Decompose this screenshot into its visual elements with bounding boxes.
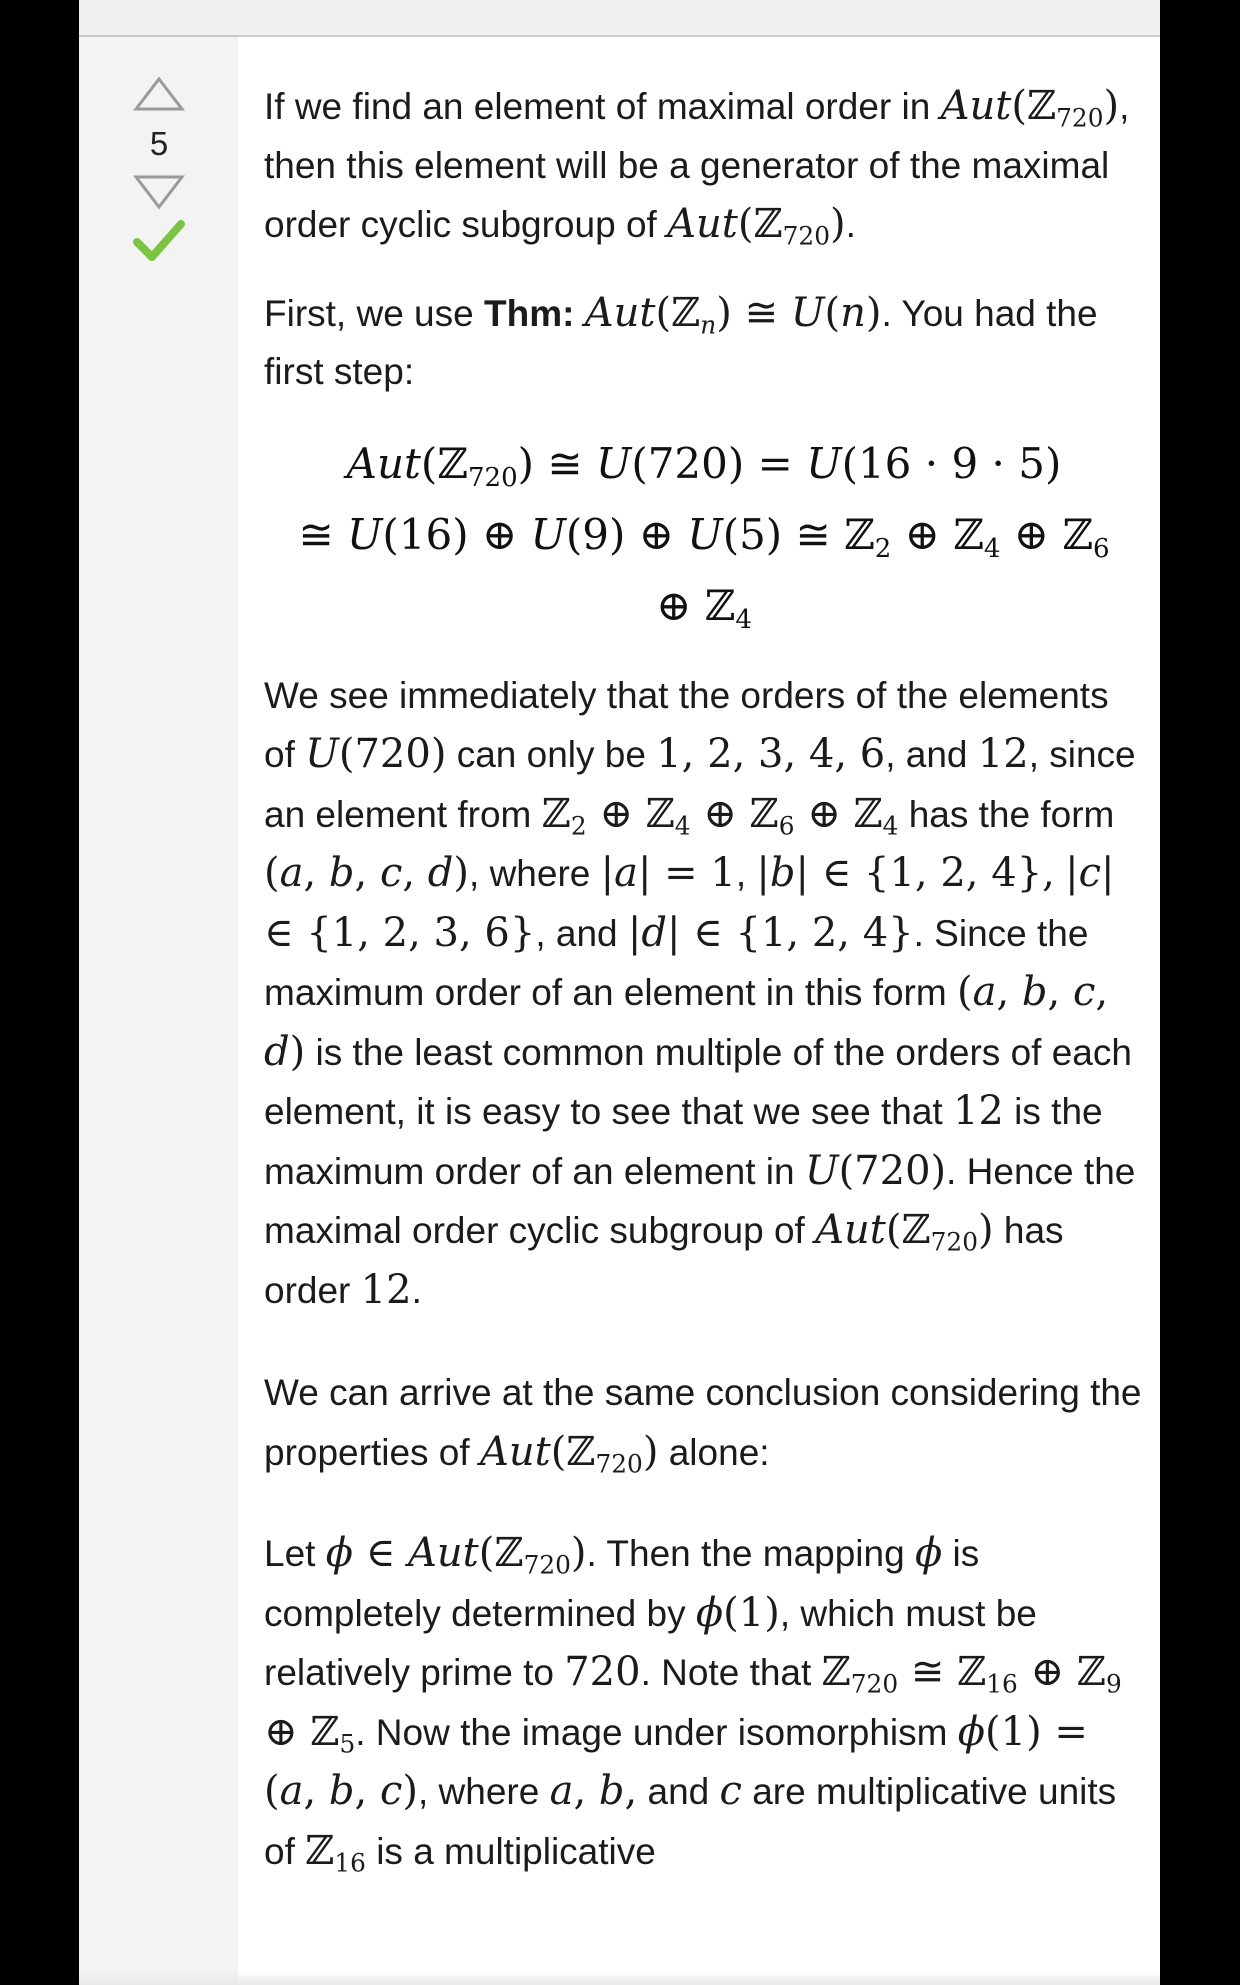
text-span: . — [845, 204, 856, 245]
text-span: . Then the mapping — [586, 1533, 905, 1574]
downvote-icon[interactable] — [133, 174, 185, 210]
text-span: , — [735, 853, 747, 894]
text-span: has order — [264, 1210, 1064, 1311]
math: 12 — [952, 1088, 1004, 1134]
math: ϕ ∈ Aut(ℤ$_{720}$) — [325, 1530, 587, 1580]
math: (a, b, c, d) — [264, 850, 470, 896]
text-span: , which must be relatively prime to — [264, 1592, 1037, 1693]
text-span: We see immediately that the orders of the elements of — [264, 674, 1109, 775]
equation-line-3: ⊕ ℤ$_4$ — [656, 580, 752, 635]
text-span: . You had the first step: — [264, 292, 1098, 392]
math: |a| = 1 — [600, 850, 736, 896]
text-span: We can arrive at the same conclusion considering the properties of — [264, 1372, 1142, 1473]
paragraph-4 — [264, 1364, 1144, 1482]
math: (ℤ$_{720}$) — [1011, 83, 1120, 133]
answer-body — [264, 77, 1144, 1881]
vote-count: 5 — [149, 125, 169, 162]
paragraph-3 — [264, 667, 1144, 1321]
text-span: , where — [417, 1771, 540, 1812]
math: ℤ$_{720}$ ≅ ℤ$_{16}$ ⊕ ℤ$_9$ ⊕ ℤ$_5$ — [264, 1649, 1122, 1758]
math: 12 — [360, 1266, 412, 1313]
math: ϕ(1) — [695, 1589, 780, 1636]
text-span: and — [647, 1771, 710, 1812]
text-span: Let — [264, 1533, 316, 1574]
math: (ℤ$_n$) ≅ U(n) — [655, 289, 882, 339]
text-span: If we find an element of maximal order in — [264, 86, 931, 127]
math: ϕ — [914, 1530, 943, 1576]
math: Aut(ℤ$_{720}$) — [479, 1428, 659, 1478]
math: ϕ(1) = (a, b, c) — [264, 1708, 1088, 1814]
paragraph-1 — [264, 77, 1144, 255]
paragraph-5 — [264, 1524, 1144, 1881]
mobile-screen — [79, 0, 1160, 1985]
equation-line-1: Aut(ℤ$_{720}$) ≅ U(720) = U(16 · 9 · 5) — [346, 438, 1062, 493]
math: |d| ∈ {1, 2, 4} — [627, 909, 914, 956]
paragraph-2 — [264, 284, 1144, 402]
text-span: , since an element from — [264, 734, 1136, 835]
text-span: . Now the image under isomorphism — [355, 1711, 948, 1753]
math: c — [719, 1768, 742, 1814]
text-span: . Hence the maximal order cyclic subgroup of — [264, 1150, 1136, 1251]
math: Aut(ℤ$_{720}$) — [815, 1207, 994, 1257]
text-span: has the form — [908, 793, 1115, 835]
math: |c| ∈ {1, 2, 3, 6} — [264, 850, 1115, 956]
text-span: . — [411, 1269, 422, 1311]
text-span: , where — [469, 853, 591, 894]
math: 720 — [564, 1649, 641, 1695]
accepted-checkmark-icon — [133, 218, 185, 264]
math: (ℤ$_{720}$) — [737, 201, 846, 251]
text-span: can only be — [456, 734, 646, 775]
display-equation — [264, 428, 1144, 641]
math: 1, 2, 3, 4, 6 — [656, 731, 886, 777]
math: Aut — [584, 289, 656, 336]
math: U(720) — [305, 731, 447, 777]
text-span: alone: — [668, 1431, 770, 1473]
math: ℤ$_2$ ⊕ ℤ$_4$ ⊕ ℤ$_6$ ⊕ ℤ$_4$ — [541, 790, 899, 840]
text-span: is completely determined by — [264, 1533, 980, 1634]
text-span: First, we use — [264, 292, 474, 334]
text-span: . Since the maximum order of an element in this form — [264, 912, 1089, 1013]
math-aut-z720: Aut — [667, 201, 738, 247]
text-span: . Note that — [640, 1652, 812, 1693]
top-bar — [79, 0, 1160, 37]
text-span: , and — [535, 912, 618, 954]
text-span: is the maximum order of an element in — [264, 1091, 1103, 1192]
math: |b| ∈ {1, 2, 4}, — [756, 850, 1055, 896]
text-span: are multiplicative units of — [264, 1771, 1117, 1872]
bottom-edge — [79, 1971, 1160, 1985]
math: a, b, — [549, 1768, 638, 1814]
theorem-label: Thm: — [484, 292, 575, 334]
text-span: , then this element will be a generator of the maximal order cyclic subgroup of — [264, 86, 1130, 245]
answer-post — [238, 37, 1160, 1985]
math: U(720) — [804, 1147, 947, 1194]
text-span: , and — [885, 734, 968, 775]
text-span: is a multiplicative — [376, 1830, 656, 1872]
math-aut-z720: Aut — [940, 83, 1012, 129]
math: ℤ$_{16}$ — [305, 1827, 366, 1877]
math: 12 — [977, 731, 1029, 777]
equation-line-2: ≅ U(16) ⊕ U(9) ⊕ U(5) ≅ ℤ$_2$ ⊕ ℤ$_4$ ⊕ ℤ$_6$ — [298, 509, 1110, 564]
upvote-icon[interactable] — [133, 76, 185, 112]
text-span: is the least common multiple of the orders of each element, it is easy to see that we see that — [264, 1031, 1132, 1132]
math: (a, b, c, d) — [264, 969, 1109, 1075]
vote-column — [79, 37, 238, 1985]
